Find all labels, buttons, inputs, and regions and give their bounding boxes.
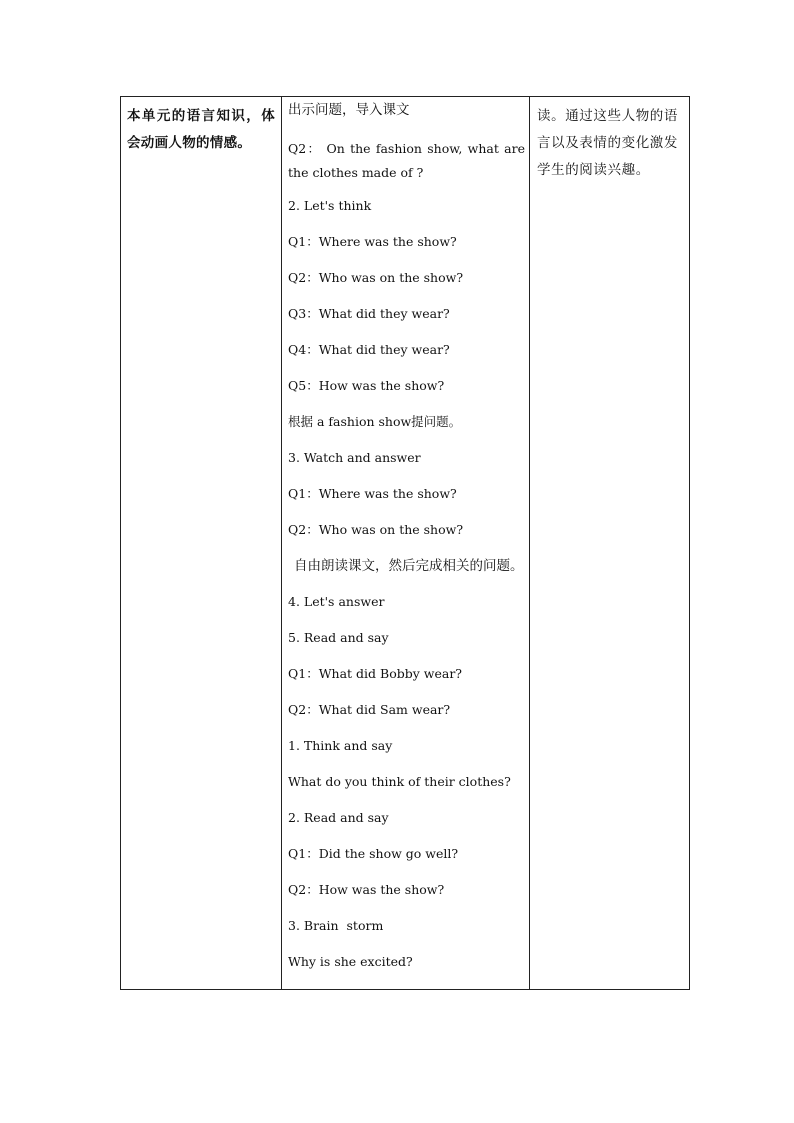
objective-cell: 本单元的语言知识，体会动画人物的情感。: [121, 97, 282, 990]
activity-line: 5. Read and say: [288, 630, 389, 645]
activity-line: 2. Let's think: [288, 198, 372, 213]
activity-line: 自由朗读课文，然后完成相关的问题。: [294, 558, 524, 574]
activity-line: Q1：Where was the show?: [288, 234, 457, 249]
activity-line: Q2：Who was on the show?: [288, 522, 464, 537]
activity-line: Q2：What did Sam wear?: [288, 702, 451, 717]
activity-line: Q1：Did the show go well?: [288, 846, 459, 861]
activity-line: Q1：Where was the show?: [288, 486, 457, 501]
activity-line: Why is she excited?: [288, 954, 413, 969]
activity-line: 2. Read and say: [288, 810, 389, 825]
activity-line: Q2：Who was on the show?: [288, 270, 464, 285]
activity-line: 1. Think and say: [288, 738, 393, 753]
activity-line: 根据 a fashion show提问题。: [288, 414, 462, 429]
activity-line: Q5：How was the show?: [288, 378, 445, 393]
activity-line: Q3：What did they wear?: [288, 306, 450, 321]
purpose-cell: 读。通过这些人物的语言以及表情的变化激发学生的阅读兴趣。: [530, 97, 690, 990]
activity-line: 3. Brain storm: [288, 918, 384, 933]
activity-line: 3. Watch and answer: [288, 450, 421, 465]
activity-line: Q4：What did they wear?: [288, 342, 450, 357]
activity-line: What do you think of their clothes?: [288, 774, 511, 789]
activity-line: Q2：How was the show?: [288, 882, 445, 897]
activity-line: 出示问题，导入课文: [288, 102, 410, 118]
lesson-plan-table: [120, 96, 690, 990]
activity-line: Q2： On the fashion show, what are the clothes made of ?: [288, 141, 525, 180]
activity-cell: [282, 97, 530, 990]
activity-line: 4. Let's answer: [288, 594, 385, 609]
activity-line: Q1：What did Bobby wear?: [288, 666, 462, 681]
table-row: [121, 97, 690, 990]
